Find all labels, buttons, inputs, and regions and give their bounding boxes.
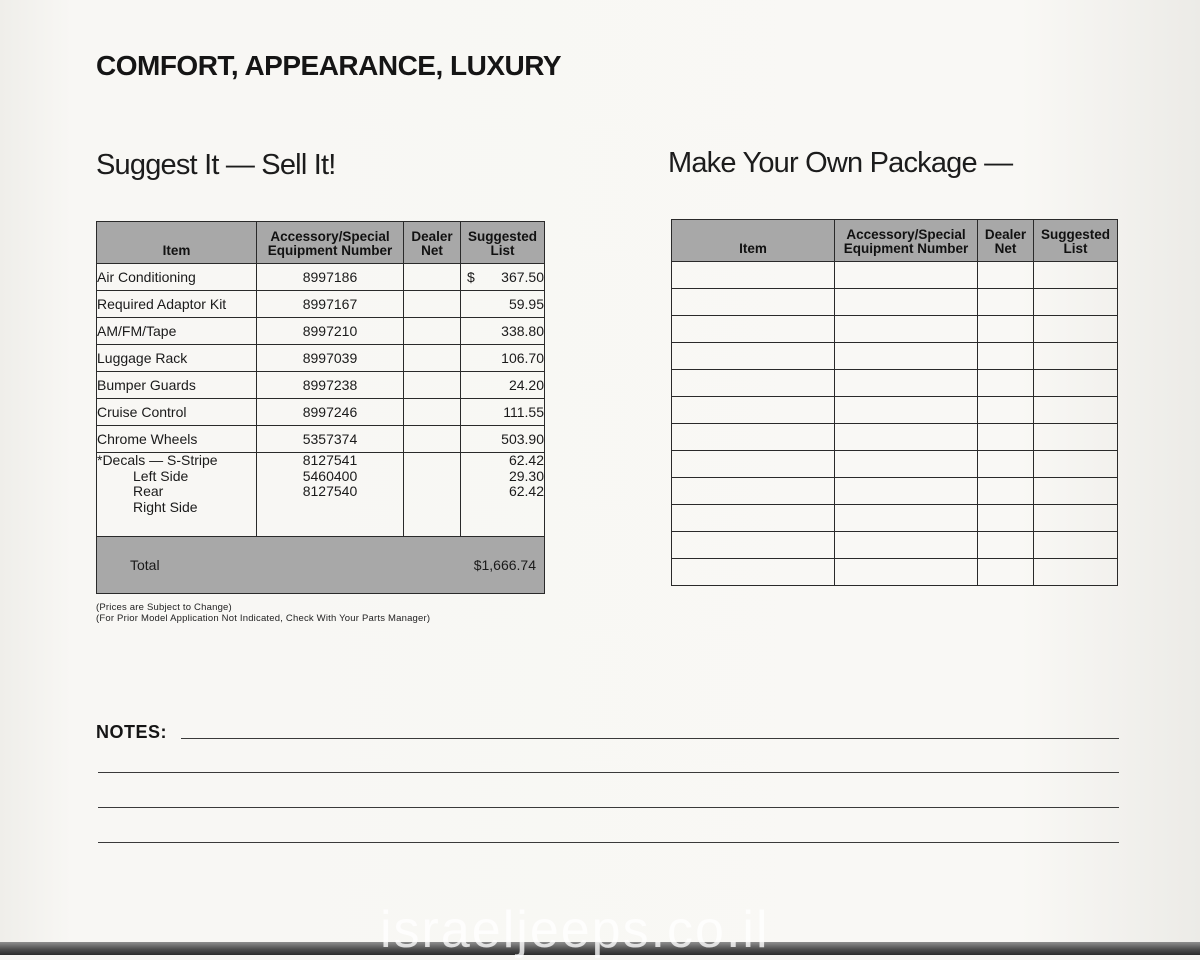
equipment-number-column-header: Accessory/Special Equipment Number (257, 222, 404, 264)
blank-cell (835, 289, 978, 316)
decal-rear-label: Rear (133, 483, 164, 499)
item-cell: Cruise Control (97, 399, 257, 426)
dealer-net-cell (404, 345, 461, 372)
watermark: israeljeeps.co.il (380, 901, 770, 959)
dealer-net-cell (404, 453, 461, 537)
dealer-net-cell (404, 318, 461, 345)
blank-cell (978, 505, 1034, 532)
suggested-list-cell (461, 264, 545, 291)
blank-cell (672, 532, 835, 559)
suggested-list-cell: 59.95 (461, 291, 545, 318)
table-row (97, 318, 545, 345)
blank-row (672, 289, 1118, 316)
blank-row (672, 262, 1118, 289)
decals-list-cell (461, 453, 545, 537)
blank-cell (835, 478, 978, 505)
item-column-header: Item (672, 220, 835, 262)
prior-model-note: (For Prior Model Application Not Indicated, Check With Your Parts Manager) (96, 612, 431, 624)
decal-right-side-label: Right Side (133, 498, 198, 515)
equipment-number-cell: 8997246 (257, 399, 404, 426)
blank-row (672, 559, 1118, 586)
blank-cell (1034, 343, 1118, 370)
item-cell: Luggage Rack (97, 345, 257, 372)
dealer-net-cell (404, 291, 461, 318)
decal-left-side-price: 62.42 (508, 452, 544, 468)
item-cell: Chrome Wheels (97, 426, 257, 453)
blank-cell (1034, 532, 1118, 559)
table-header-row (97, 222, 545, 264)
decal-right-side-price: 62.42 (508, 483, 544, 499)
blank-cell (978, 478, 1034, 505)
suggested-list-cell: 111.55 (461, 399, 545, 426)
blank-cell (978, 424, 1034, 451)
blank-cell (672, 397, 835, 424)
suggest-table (96, 221, 545, 594)
equipment-number-cell: 8997210 (257, 318, 404, 345)
blank-cell (835, 370, 978, 397)
blank-row (672, 505, 1118, 532)
blank-cell (835, 532, 978, 559)
table-header-row (672, 220, 1118, 262)
item-cell: Air Conditioning (97, 264, 257, 291)
total-spacer (404, 537, 461, 594)
blank-cell (1034, 370, 1118, 397)
suggested-list-cell: 503.90 (461, 426, 545, 453)
decal-rear-number: 5460400 (302, 467, 358, 484)
total-spacer (257, 537, 404, 594)
blank-row (672, 316, 1118, 343)
total-label: Total (97, 537, 257, 594)
dealer-net-cell (404, 372, 461, 399)
table-row (97, 291, 545, 318)
notes-line (181, 738, 1119, 739)
decals-row (97, 453, 545, 537)
suggested-list-column-header: Suggested List (1034, 220, 1118, 262)
blank-cell (1034, 505, 1118, 532)
blank-row (672, 451, 1118, 478)
decals-item-cell (97, 453, 257, 537)
total-value: $1,666.74 (461, 537, 545, 594)
blank-cell (1034, 451, 1118, 478)
blank-cell (835, 451, 978, 478)
blank-row (672, 532, 1118, 559)
price-change-note: (Prices are Subject to Change) (96, 602, 232, 613)
suggested-list-cell: 24.20 (461, 372, 545, 399)
blank-cell (835, 262, 978, 289)
blank-cell (672, 424, 835, 451)
equipment-number-cell: 8997167 (257, 291, 404, 318)
equipment-number-cell: 5357374 (257, 426, 404, 453)
fineprint (96, 603, 430, 624)
blank-cell (672, 343, 835, 370)
suggest-section-title: Suggest It — Sell It! (96, 149, 336, 181)
blank-cell (835, 559, 978, 586)
blank-row (672, 343, 1118, 370)
blank-cell (1034, 316, 1118, 343)
equipment-number-cell: 8997039 (257, 345, 404, 372)
blank-cell (672, 289, 835, 316)
table-row (97, 426, 545, 453)
blank-row (672, 424, 1118, 451)
table-row (97, 399, 545, 426)
blank-cell (978, 262, 1034, 289)
item-cell: AM/FM/Tape (97, 318, 257, 345)
blank-cell (835, 397, 978, 424)
blank-cell (978, 370, 1034, 397)
dealer-net-cell (404, 426, 461, 453)
table-row (97, 345, 545, 372)
blank-row (672, 478, 1118, 505)
blank-cell (672, 505, 835, 532)
dealer-net-column-header: Dealer Net (978, 220, 1034, 262)
decal-left-side-label: Left Side (133, 467, 189, 484)
blank-cell (672, 262, 835, 289)
item-cell: Required Adaptor Kit (97, 291, 257, 318)
dealer-net-column-header: Dealer Net (404, 222, 461, 264)
blank-cell (978, 343, 1034, 370)
notes-line (98, 842, 1119, 843)
blank-cell (1034, 289, 1118, 316)
currency-symbol: $ (467, 269, 475, 285)
table-row (97, 264, 545, 291)
item-column-header: Item (97, 222, 257, 264)
blank-cell (672, 559, 835, 586)
item-cell: Bumper Guards (97, 372, 257, 399)
blank-cell (978, 397, 1034, 424)
page-title: COMFORT, APPEARANCE, LUXURY (96, 50, 562, 81)
dealer-net-cell (404, 399, 461, 426)
blank-cell (672, 451, 835, 478)
decal-left-side-number: 8127541 (302, 452, 358, 468)
blank-cell (835, 316, 978, 343)
dealer-net-cell (404, 264, 461, 291)
notes-line (98, 807, 1119, 808)
table-row (97, 372, 545, 399)
suggested-list-cell: 338.80 (461, 318, 545, 345)
blank-cell (978, 532, 1034, 559)
own-package-table (671, 219, 1118, 586)
blank-cell (1034, 262, 1118, 289)
suggested-list-cell: 106.70 (461, 345, 545, 372)
blank-cell (1034, 559, 1118, 586)
blank-cell (672, 316, 835, 343)
equipment-number-column-header: Accessory/Special Equipment Number (835, 220, 978, 262)
decal-rear-price: 29.30 (508, 467, 544, 484)
blank-row (672, 397, 1118, 424)
blank-cell (1034, 397, 1118, 424)
blank-row (672, 370, 1118, 397)
decals-number-cell (257, 453, 404, 537)
suggested-list-column-header: Suggested List (461, 222, 545, 264)
decal-right-side-number: 8127540 (302, 483, 358, 499)
own-package-section-title: Make Your Own Package — (668, 147, 1013, 179)
list-price: 367.50 (501, 269, 544, 285)
equipment-number-cell: 8997186 (257, 264, 404, 291)
blank-cell (835, 343, 978, 370)
blank-cell (978, 316, 1034, 343)
blank-cell (978, 289, 1034, 316)
equipment-number-cell: 8997238 (257, 372, 404, 399)
decals-heading: *Decals — S-Stripe (97, 452, 218, 468)
blank-cell (835, 424, 978, 451)
total-row (97, 537, 545, 594)
blank-cell (978, 559, 1034, 586)
blank-cell (835, 505, 978, 532)
blank-cell (1034, 424, 1118, 451)
blank-cell (1034, 478, 1118, 505)
blank-cell (672, 478, 835, 505)
notes-line (98, 772, 1119, 773)
notes-label: NOTES: (96, 722, 168, 742)
blank-cell (672, 370, 835, 397)
blank-cell (978, 451, 1034, 478)
